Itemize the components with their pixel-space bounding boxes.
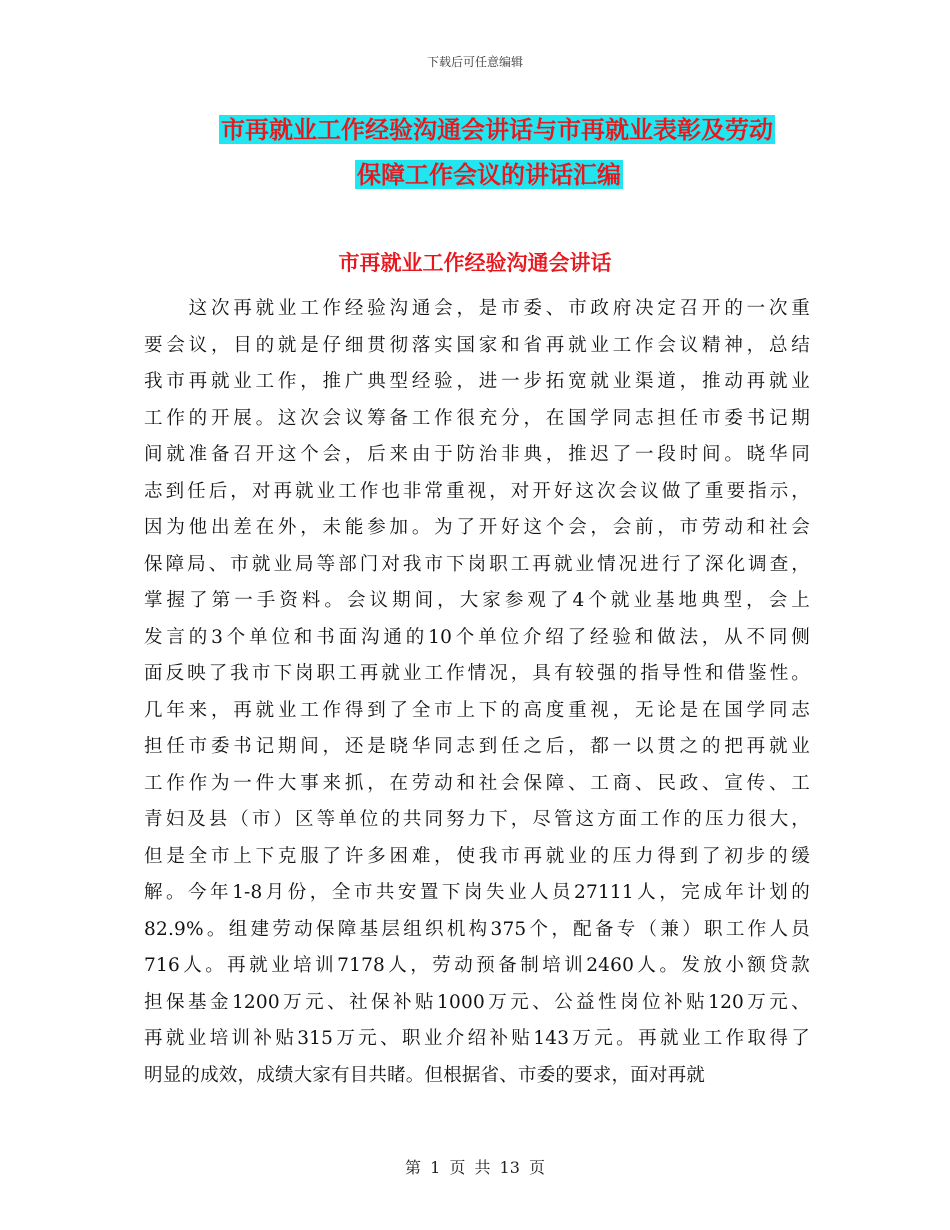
page-footer: 第 1 页 共 13 页	[405, 1158, 545, 1177]
body-line: 这次再就业工作经验沟通会，是市委、市政府决定召开的一次重	[144, 298, 810, 319]
body-line: 716人。再就业培训7178人，劳动预备制培训2460人。发放小额贷款	[144, 955, 810, 976]
body-line: 保障局、市就业局等部门对我市下岗职工再就业情况进行了深化调查，	[144, 553, 810, 575]
body-line: 再就业培训补贴315万元、职业介绍补贴143万元。再就业工作取得了	[144, 1028, 810, 1049]
body-line: 发言的3个单位和书面沟通的10个单位介绍了经验和做法，从不同侧	[144, 626, 810, 648]
body-line: 我市再就业工作，推广典型经验，进一步拓宽就业渠道，推动再就业	[144, 371, 810, 392]
body-line: 担任市委书记期间，还是晓华同志到任之后，都一以贯之的把再就业	[144, 736, 810, 757]
document-title-line-1-text: 市再就业工作经验沟通会讲话与市再就业表彰及劳动	[221, 115, 773, 144]
body-line: 明显的成效，成绩大家有目共睹。但根据省、市委的要求，面对再就	[144, 1064, 706, 1086]
body-line: 82.9%。组建劳动保障基层组织机构375个，配备专（兼）职工作人员	[144, 918, 810, 940]
body-line: 工作作为一件大事来抓，在劳动和社会保障、工商、民政、宣传、工	[144, 772, 810, 794]
document-title-line-1	[22, 112, 950, 148]
body-line: 志到任后，对再就业工作也非常重视，对开好这次会议做了重要指示，	[144, 480, 810, 502]
document-title-line-2	[14, 157, 950, 193]
body-line: 面反映了我市下岗职工再就业工作情况，具有较强的指导性和借鉴性。	[144, 663, 810, 684]
body-line: 工作的开展。这次会议筹备工作很充分，在国学同志担任市委书记期	[144, 407, 810, 429]
body-text	[144, 291, 810, 1094]
document-title-line-2-text: 保障工作会议的讲话汇编	[357, 160, 621, 189]
body-line: 几年来，再就业工作得到了全市上下的高度重视，无论是在国学同志	[144, 699, 810, 721]
body-line: 青妇及县（市）区等单位的共同努力下，尽管这方面工作的压力很大，	[144, 809, 810, 830]
body-line: 但是全市上下克服了许多困难，使我市再就业的压力得到了初步的缓	[144, 845, 810, 867]
body-line: 因为他出差在外，未能参加。为了开好这个会，会前，市劳动和社会	[144, 517, 810, 538]
body-line: 要会议，目的就是仔细贯彻落实国家和省再就业工作会议精神，总结	[144, 334, 810, 356]
body-line: 担保基金1200万元、社保补贴1000万元、公益性岗位补贴120万元、	[144, 991, 810, 1013]
page-header-note: 下载后可任意编辑	[426, 55, 523, 69]
section-title: 市再就业工作经验沟通会讲话	[338, 250, 612, 275]
body-line: 掌握了第一手资料。会议期间，大家参观了4个就业基地典型，会上	[144, 590, 810, 611]
body-line: 解。今年1-8月份，全市共安置下岗失业人员27111人，完成年计划的	[144, 882, 810, 903]
body-line: 间就准备召开这个会，后来由于防治非典，推迟了一段时间。晓华同	[144, 444, 810, 465]
